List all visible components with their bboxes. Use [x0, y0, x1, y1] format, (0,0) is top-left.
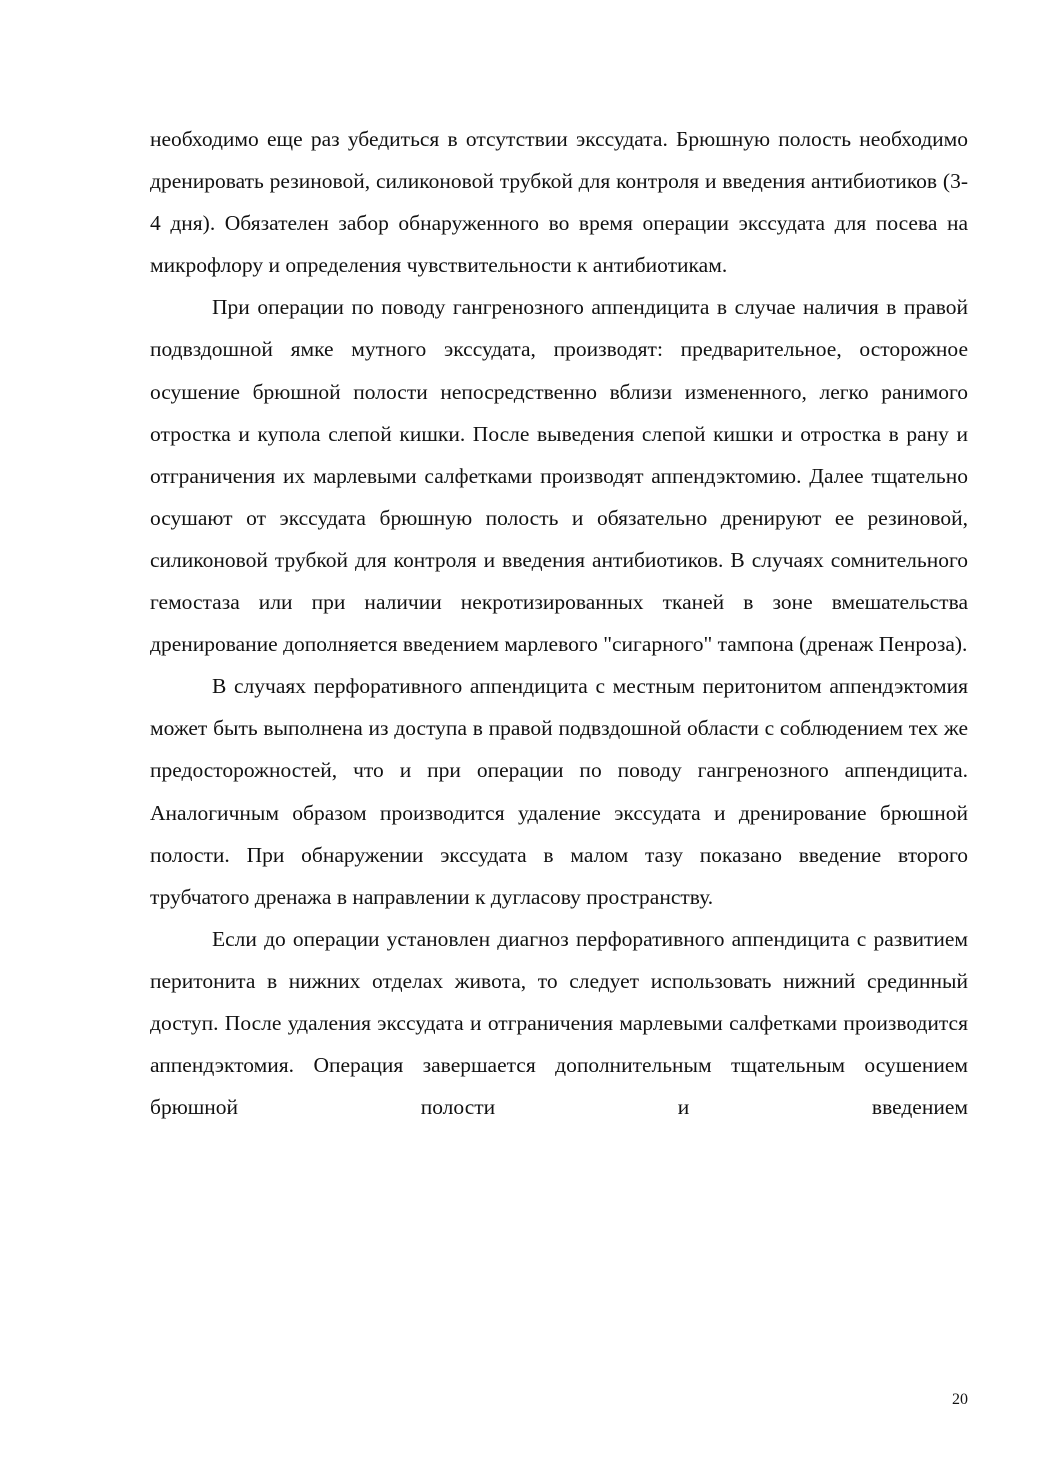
page-number: 20 — [952, 1391, 968, 1408]
paragraph-2: При операции по поводу гангренозного аппендицита в случае наличия в правой подвздошной ямке мутного экссудата, производят: предварительное, осторожное осушение брюшной полости непосредственно вблизи измененного, легко ранимого отростка и купола слепой кишки. После выведения слепой кишки и отростка в рану и отграничения их марлевыми салфетками производят аппендэктомию. Далее тщательно осушают от экссудата брюшную полость и обязательно дренируют ее резиновой, силиконовой трубкой для контроля и введения антибиотиков. В случаях сомнительного гемостаза или при наличии некротизированных тканей в зоне вмешательства дренирование дополняется введением марлевого "сигарного" тампона (дренаж Пенроза). — [150, 295, 968, 657]
document-body — [150, 118, 968, 1128]
paragraph-1: необходимо еще раз убедиться в отсутствии экссудата. Брюшную полость необходимо дренировать резиновой, силиконовой трубкой для контроля и введения антибиотиков (3-4 дня). Обязателен забор обнаруженного во время операции экссудата для посева на микрофлору и определения чувствительности к антибиотикам. — [150, 127, 968, 278]
paragraph-3: В случаях перфоративного аппендицита с местным перитонитом аппендэктомия может быть выполнена из доступа в правой подвздошной области с соблюдением тех же предосторожностей, что и при операции по поводу гангренозного аппендицита. Аналогичным образом производится удаление экссудата и дренирование брюшной полости. При обнаружении экссудата в малом тазу показано введение второго трубчатого дренажа в направлении к дугласову пространству. — [150, 674, 968, 909]
paragraph-4: Если до операции установлен диагноз перфоративного аппендицита с развитием перитонита в нижних отделах живота, то следует использовать нижний срединный доступ. После удаления экссудата и отграничения марлевыми салфетками производится аппендэктомия. Операция завершается дополнительным тщательным осушением брюшной полости и введением — [150, 926, 968, 1120]
